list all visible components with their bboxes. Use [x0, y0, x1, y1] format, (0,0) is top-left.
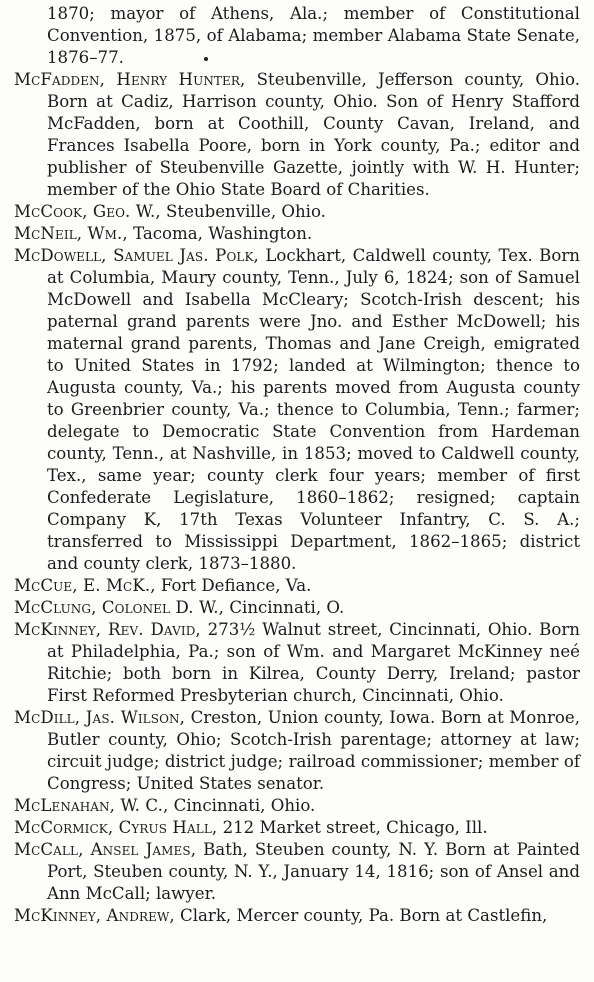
entry-text: Fort Defiance, Va. — [160, 576, 312, 595]
entry-text: 1870; mayor of Athens, Ala.; member of Constitutional Convention, 1875, of Alabama; member Alabama State Senate, 1876–77. — [47, 4, 580, 67]
entry-name: McDowell, Samuel Jas. Polk, — [14, 246, 259, 265]
entry-mccook — [14, 201, 580, 223]
entry-name: McNeil, Wm., — [14, 224, 128, 243]
entry-text: Steubenville, Ohio. — [166, 202, 326, 221]
entry-name: McLenahan, W. C., — [14, 796, 169, 815]
entry-name: McCue, E. McK., — [14, 576, 156, 595]
entry-mccormick — [14, 817, 580, 839]
entry-text: Clark, Mercer county, Pa. Born at Castlefin, — [180, 906, 548, 925]
entry-name: McCook, Geo. W., — [14, 202, 161, 221]
ink-dot — [204, 57, 208, 61]
entry-list — [14, 3, 580, 927]
entry-mccall — [14, 839, 580, 905]
entry-text: 273½ Walnut street, Cincinnati, Ohio. Born at Philadelphia, Pa.; son of Wm. and Margaret McKinney neé Ritchie; both born in Kilrea, County Derry, Ireland; pastor First Reformed Presbyterian church, Cincinnati, Ohio. — [47, 620, 580, 705]
entry-mcclung — [14, 597, 580, 619]
entry-text: Steubenville, Jefferson county, Ohio. Born at Cadiz, Harrison county, Ohio. Son of Henry Stafford McFadden, born at Coothill, County Cavan, Ireland, and Frances Isabella Poore, born in York county, Pa.; editor and publisher of Steubenville Gazette, jointly with W. H. Hunter; member of the Ohio State Board of Charities. — [47, 70, 580, 199]
entry-mccue — [14, 575, 580, 597]
entry-text: Cincinnati, Ohio. — [173, 796, 316, 815]
entry-continuation — [14, 3, 580, 69]
entry-mcneil — [14, 223, 580, 245]
entry-text: Lockhart, Caldwell county, Tex. Born at Columbia, Maury county, Tenn., July 6, 1824; son of Samuel McDowell and Isabella McCleary; Scotch-Irish descent; his paternal grand parents were Jno. and Esther McDowell; his maternal grand parents, Thomas and Jane Creigh, emigrated to United States in 1792; landed at Wilmington; thence to Augusta county, Va.; his parents moved from Augusta county to Greenbrier county, Va.; thence to Columbia, Tenn.; farmer; delegate to Democratic State Convention from Hardeman county, Tenn., at Nashville, in 1853; moved to Caldwell county, Tex., same year; county clerk four years; member of first Confederate Legislature, 1860–1862; resigned; captain Company K, 17th Texas Volunteer Infantry, C. S. A.; transferred to Mississippi Department, 1862–1865; district and county clerk, 1873–1880. — [47, 246, 580, 573]
entry-text: Creston, Union county, Iowa. Born at Monroe, Butler county, Ohio; Scotch-Irish parentage; attorney at law; circuit judge; district judge; railroad commissioner; member of Congress; United States senator. — [47, 708, 580, 793]
entry-name: McFadden, Henry Hunter, — [14, 70, 246, 89]
entry-name: McClung, Colonel D. W., — [14, 598, 225, 617]
entry-mclenahan — [14, 795, 580, 817]
entry-mckinney-david — [14, 619, 580, 707]
entry-name: McCormick, Cyrus Hall, — [14, 818, 218, 837]
entry-mckinney-andrew — [14, 905, 580, 927]
entry-name: McCall, Ansel James, — [14, 840, 197, 859]
entry-name: McKinney, Rev. David, — [14, 620, 201, 639]
entry-name: McKinney, Andrew, — [14, 906, 175, 925]
entry-mcfadden — [14, 69, 580, 201]
entry-text: 212 Market street, Chicago, Ill. — [222, 818, 488, 837]
entry-name: McDill, Jas. Wilson, — [14, 708, 185, 727]
entry-text: Tacoma, Washington. — [133, 224, 313, 243]
entry-mcdowell — [14, 245, 580, 575]
entry-text: Cincinnati, O. — [229, 598, 345, 617]
entry-text: Bath, Steuben county, N. Y. Born at Painted Port, Steuben county, N. Y., January 14, 1816; son of Ansel and Ann McCall; lawyer. — [47, 840, 581, 903]
entry-mcdill — [14, 707, 580, 795]
